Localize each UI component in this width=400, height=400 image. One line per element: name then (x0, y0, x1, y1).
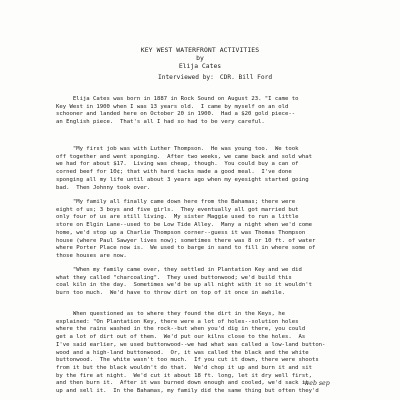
interviewed-by-line (158, 74, 272, 82)
handwritten-note: web sep (304, 380, 330, 387)
author-name: Elija Cates (178, 62, 222, 70)
paragraph-2: "My first job was with Luther Thompson. He was young too. We took off together and went sponging. After two weeks, we came back and sold what we had for about $17. Living was cheap, though. You could buy a can of corned beef for 10¢; that with hard tacks made a good meal. I've done sponging all my life until about 3 years ago when my eyesight started going bad. Then Johnny took over. (56, 146, 312, 191)
paragraph-5: When questioned as to where they found the dirt in the Keys, he explained: "On Plantation Key, there were a lot of holes--solution holes where the rains washed in the rock--but when you'd dig in there, you could get a lot of dirt out of them. We'd put our kilns close to the holes. As I've said earlier, we used buttonwood--we had what was called a low-land button- wood and a high-land buttonwood. Or, it was called the black and the white buttonwood. The white wasn't too much. If you cut it down, there were shoots from it but the black wouldn't do that. We'd chop it up and burn it and sit by the fire at night. We'd cut it about 18 ft. long, let it dry well first, and then burn it. After it was burned down enough and cooled, we'd sack it up and sell it. In the Bahamas, my family did the same thing but often they'd (56, 311, 326, 395)
title-block (0, 46, 400, 70)
document-title: KEY WEST WATERFRONT ACTIVITIES (140, 46, 260, 54)
paragraph-4: "When my family came over, they settled in Plantation Key and we did what they called "charcoaling". They used buttonwood; we'd build this coal kiln in the day. Sometimes we'd be up all night with it so it wouldn't burn too much. We'd have to throw dirt on top of it once in awhile. (56, 267, 312, 297)
interviewed-label: Interviewed by: (158, 74, 214, 81)
by-label: by (196, 54, 204, 62)
paragraph-3: "My family all finally came down here from the Bahamas; there were eight of us; 3 boys and five girls. They eventually all got married but only four of us are still living. My sister Maggie used to run a little store on Elgin Lane--used to be Low Tide Alley. Many a night when we'd come home, we'd stop up a Charlie Thompson corner--guess it was Thomas Thompson house (where Paul Sawyer lives now); sometimes there was 8 or 10 ft. of water where Porter Place now is. We used to barge in sand to fill in where some of those houses are now. (56, 199, 316, 259)
interviewer-name: CDR. Bill Ford (219, 74, 273, 81)
paragraph-1: Elija Cates was born in 1887 in Rock Sound on August 23. "I came to Key West in 1900 when I was 13 years old. I came by myself on an old schooner and landed here on October 20 in 1900. Had a $20 gold piece-- an English piece. That's all I had so had to be very careful. (56, 96, 299, 126)
